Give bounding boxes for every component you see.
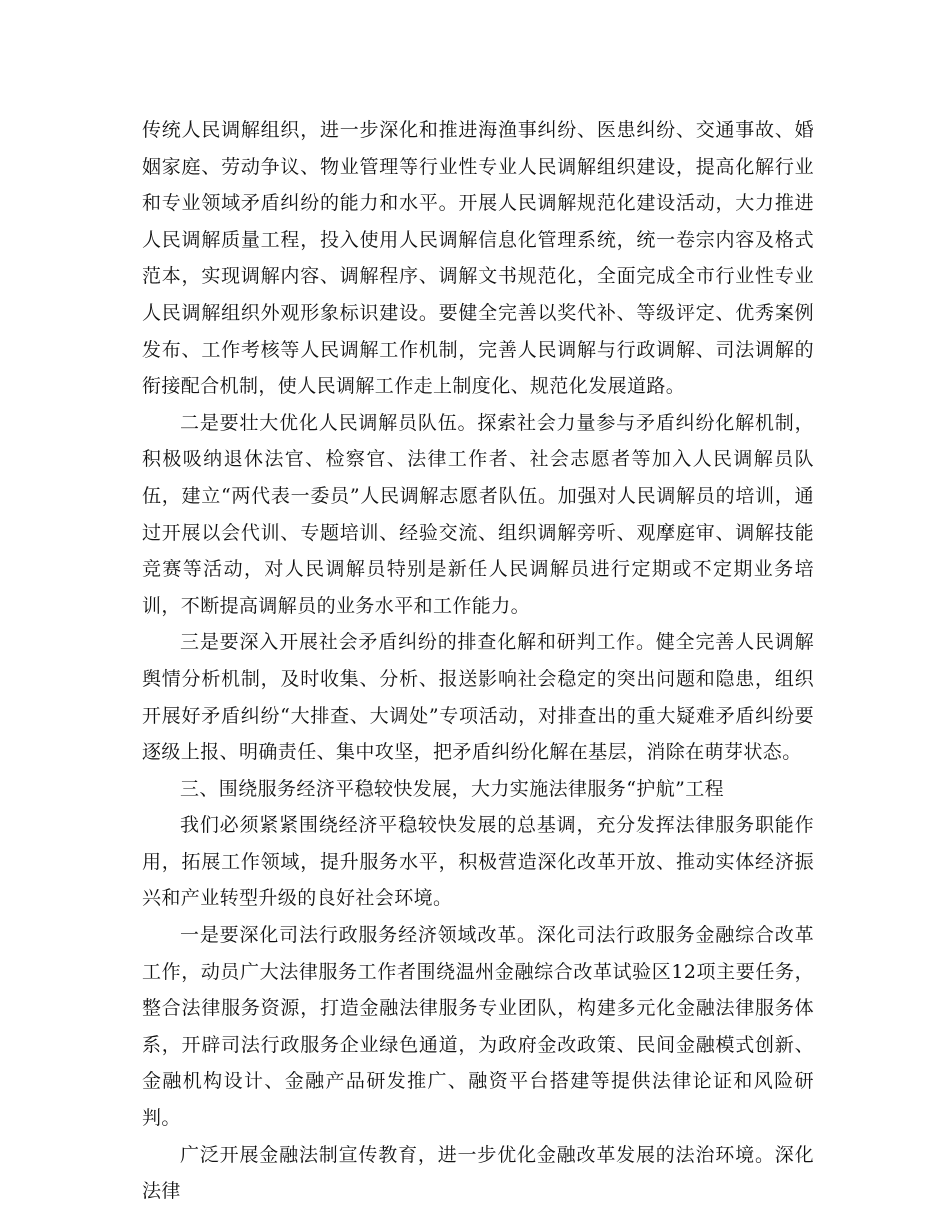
paragraph-continuation: 传统人民调解组织，进一步深化和推进海渔事纠纷、医患纠纷、交通事故、婚姻家庭、劳动争议、物业管理等行业性专业人民调解组织建设，提高化解行业和专业领域矛盾纠纷的能力和水平。开展人民调解规范化建设活动，大力推进人民调解质量工程，投入使用人民调解信息化管理系统，统一卷宗内容及格式范本，实现调解内容、调解程序、调解文书规范化，全面完成全市行业性专业人民调解组织外观形象标识建设。要健全完善以奖代补、等级评定、优秀案例发布、工作考核等人民调解工作机制，完善人民调解与行政调解、司法调解的衔接配合机制，使人民调解工作走上制度化、规范化发展道路。 <box>142 119 814 398</box>
paragraph-section-intro: 我们必须紧紧围绕经济平稳较快发展的总基调，充分发挥法律服务职能作用，拓展工作领域，提升服务水平，积极营造深化改革开放、推动实体经济振兴和产业转型升级的良好社会环境。 <box>142 814 814 910</box>
paragraph-dispute-screening: 三是要深入开展社会矛盾纠纷的排查化解和研判工作。健全完善人民调解舆情分析机制，及时收集、分析、报送影响社会稳定的突出问题和隐患，组织开展好矛盾纠纷“大排查、大调处”专项活动，对排查出的重大疑难矛盾纠纷要逐级上报、明确责任、集中攻坚，把矛盾纠纷化解在基层，消除在萌芽状态。 <box>142 631 814 764</box>
paragraph-mediator-team: 二是要壮大优化人民调解员队伍。探索社会力量参与矛盾纠纷化解机制，积极吸纳退休法官、检察官、法律工作者、社会志愿者等加入人民调解员队伍，建立“两代表一委员”人民调解志愿者队伍。加强对人民调解员的培训，通过开展以会代训、专题培训、经验交流、组织调解旁听、观摩庭审、调解技能竞赛等活动，对人民调解员特别是新任人民调解员进行定期或不定期业务培训，不断提高调解员的业务水平和工作能力。 <box>142 411 814 617</box>
paragraph-reform: 一是要深化司法行政服务经济领域改革。深化司法行政服务金融综合改革工作，动员广大法律服务工作者围绕温州金融综合改革试验区12项主要任务，整合法律服务资源，打造金融法律服务专业团队，构建多元化金融法律服务体系，开辟司法行政服务企业绿色通道，为政府金改政策、民间金融模式创新、金融机构设计、金融产品研发推广、融资平台搭建等提供法律论证和风险研判。 <box>142 924 814 1130</box>
section-heading: 三、围绕服务经济平稳较快发展，大力实施法律服务“护航”工程 <box>180 777 725 800</box>
document-page <box>142 112 814 1210</box>
paragraph-financial-education: 广泛开展金融法制宣传教育，进一步优化金融改革发展的法治环境。深化法律 <box>142 1143 814 1203</box>
